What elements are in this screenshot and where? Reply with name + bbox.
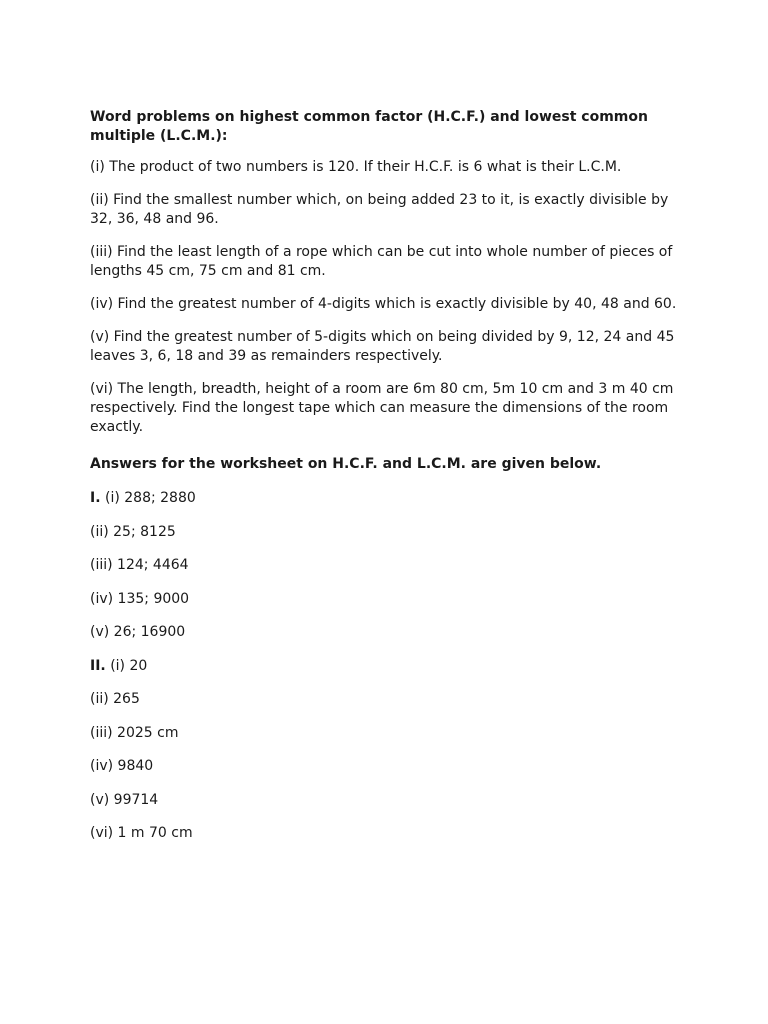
answer-group-2 xyxy=(90,657,682,844)
answer-1-4: (iv) 135; 9000 xyxy=(90,590,190,607)
worksheet-page xyxy=(90,108,682,858)
answer-1-3: (iii) 124; 4464 xyxy=(90,557,189,573)
question-1: (i) The product of two numbers is 120. If their H.C.F. is 6 what is their L.C.M. xyxy=(90,159,622,175)
question-2: (ii) Find the smallest number which, on being added 23 to it, is exactly divisible by 32, 36, 48 and 96. xyxy=(90,192,669,227)
answers-heading: Answers for the worksheet on H.C.F. and L.C.M. are given below. xyxy=(90,456,602,472)
worksheet-heading: Word problems on highest common factor (H.C.F.) and lowest common multiple (L.C.M.): xyxy=(90,109,648,144)
answer-2-2: (ii) 265 xyxy=(90,691,140,707)
question-4: (iv) Find the greatest number of 4-digits which is exactly divisible by 40, 48 and 60. xyxy=(90,296,677,312)
question-6: (vi) The length, breadth, height of a room are 6m 80 cm, 5m 10 cm and 3 m 40 cm respectively. Find the longest tape which can measure the dimensions of the room exactly. xyxy=(90,381,674,435)
question-5: (v) Find the greatest number of 5-digits which on being divided by 9, 12, 24 and 45 leaves 3, 6, 18 and 39 as remainders respectively. xyxy=(90,329,675,364)
answer-1-1 xyxy=(90,489,682,508)
answer-group-label: I. xyxy=(90,490,101,506)
answer-text: (i) 20 xyxy=(110,657,148,674)
answer-group-1 xyxy=(90,489,682,642)
answer-2-3: (iii) 2025 cm xyxy=(90,724,179,741)
answer-2-6: (vi) 1 m 70 cm xyxy=(90,825,193,841)
answer-group-label: II. xyxy=(90,657,106,674)
answer-1-5: (v) 26; 16900 xyxy=(90,624,186,640)
answer-text: (i) 288; 2880 xyxy=(104,490,196,506)
question-3: (iii) Find the least length of a rope which can be cut into whole number of pieces of lengths 45 cm, 75 cm and 81 cm. xyxy=(90,244,673,279)
answer-1-2: (ii) 25; 8125 xyxy=(90,523,176,540)
answer-2-4: (iv) 9840 xyxy=(90,758,154,774)
answer-2-1 xyxy=(90,657,682,676)
answer-2-5: (v) 99714 xyxy=(90,791,159,808)
